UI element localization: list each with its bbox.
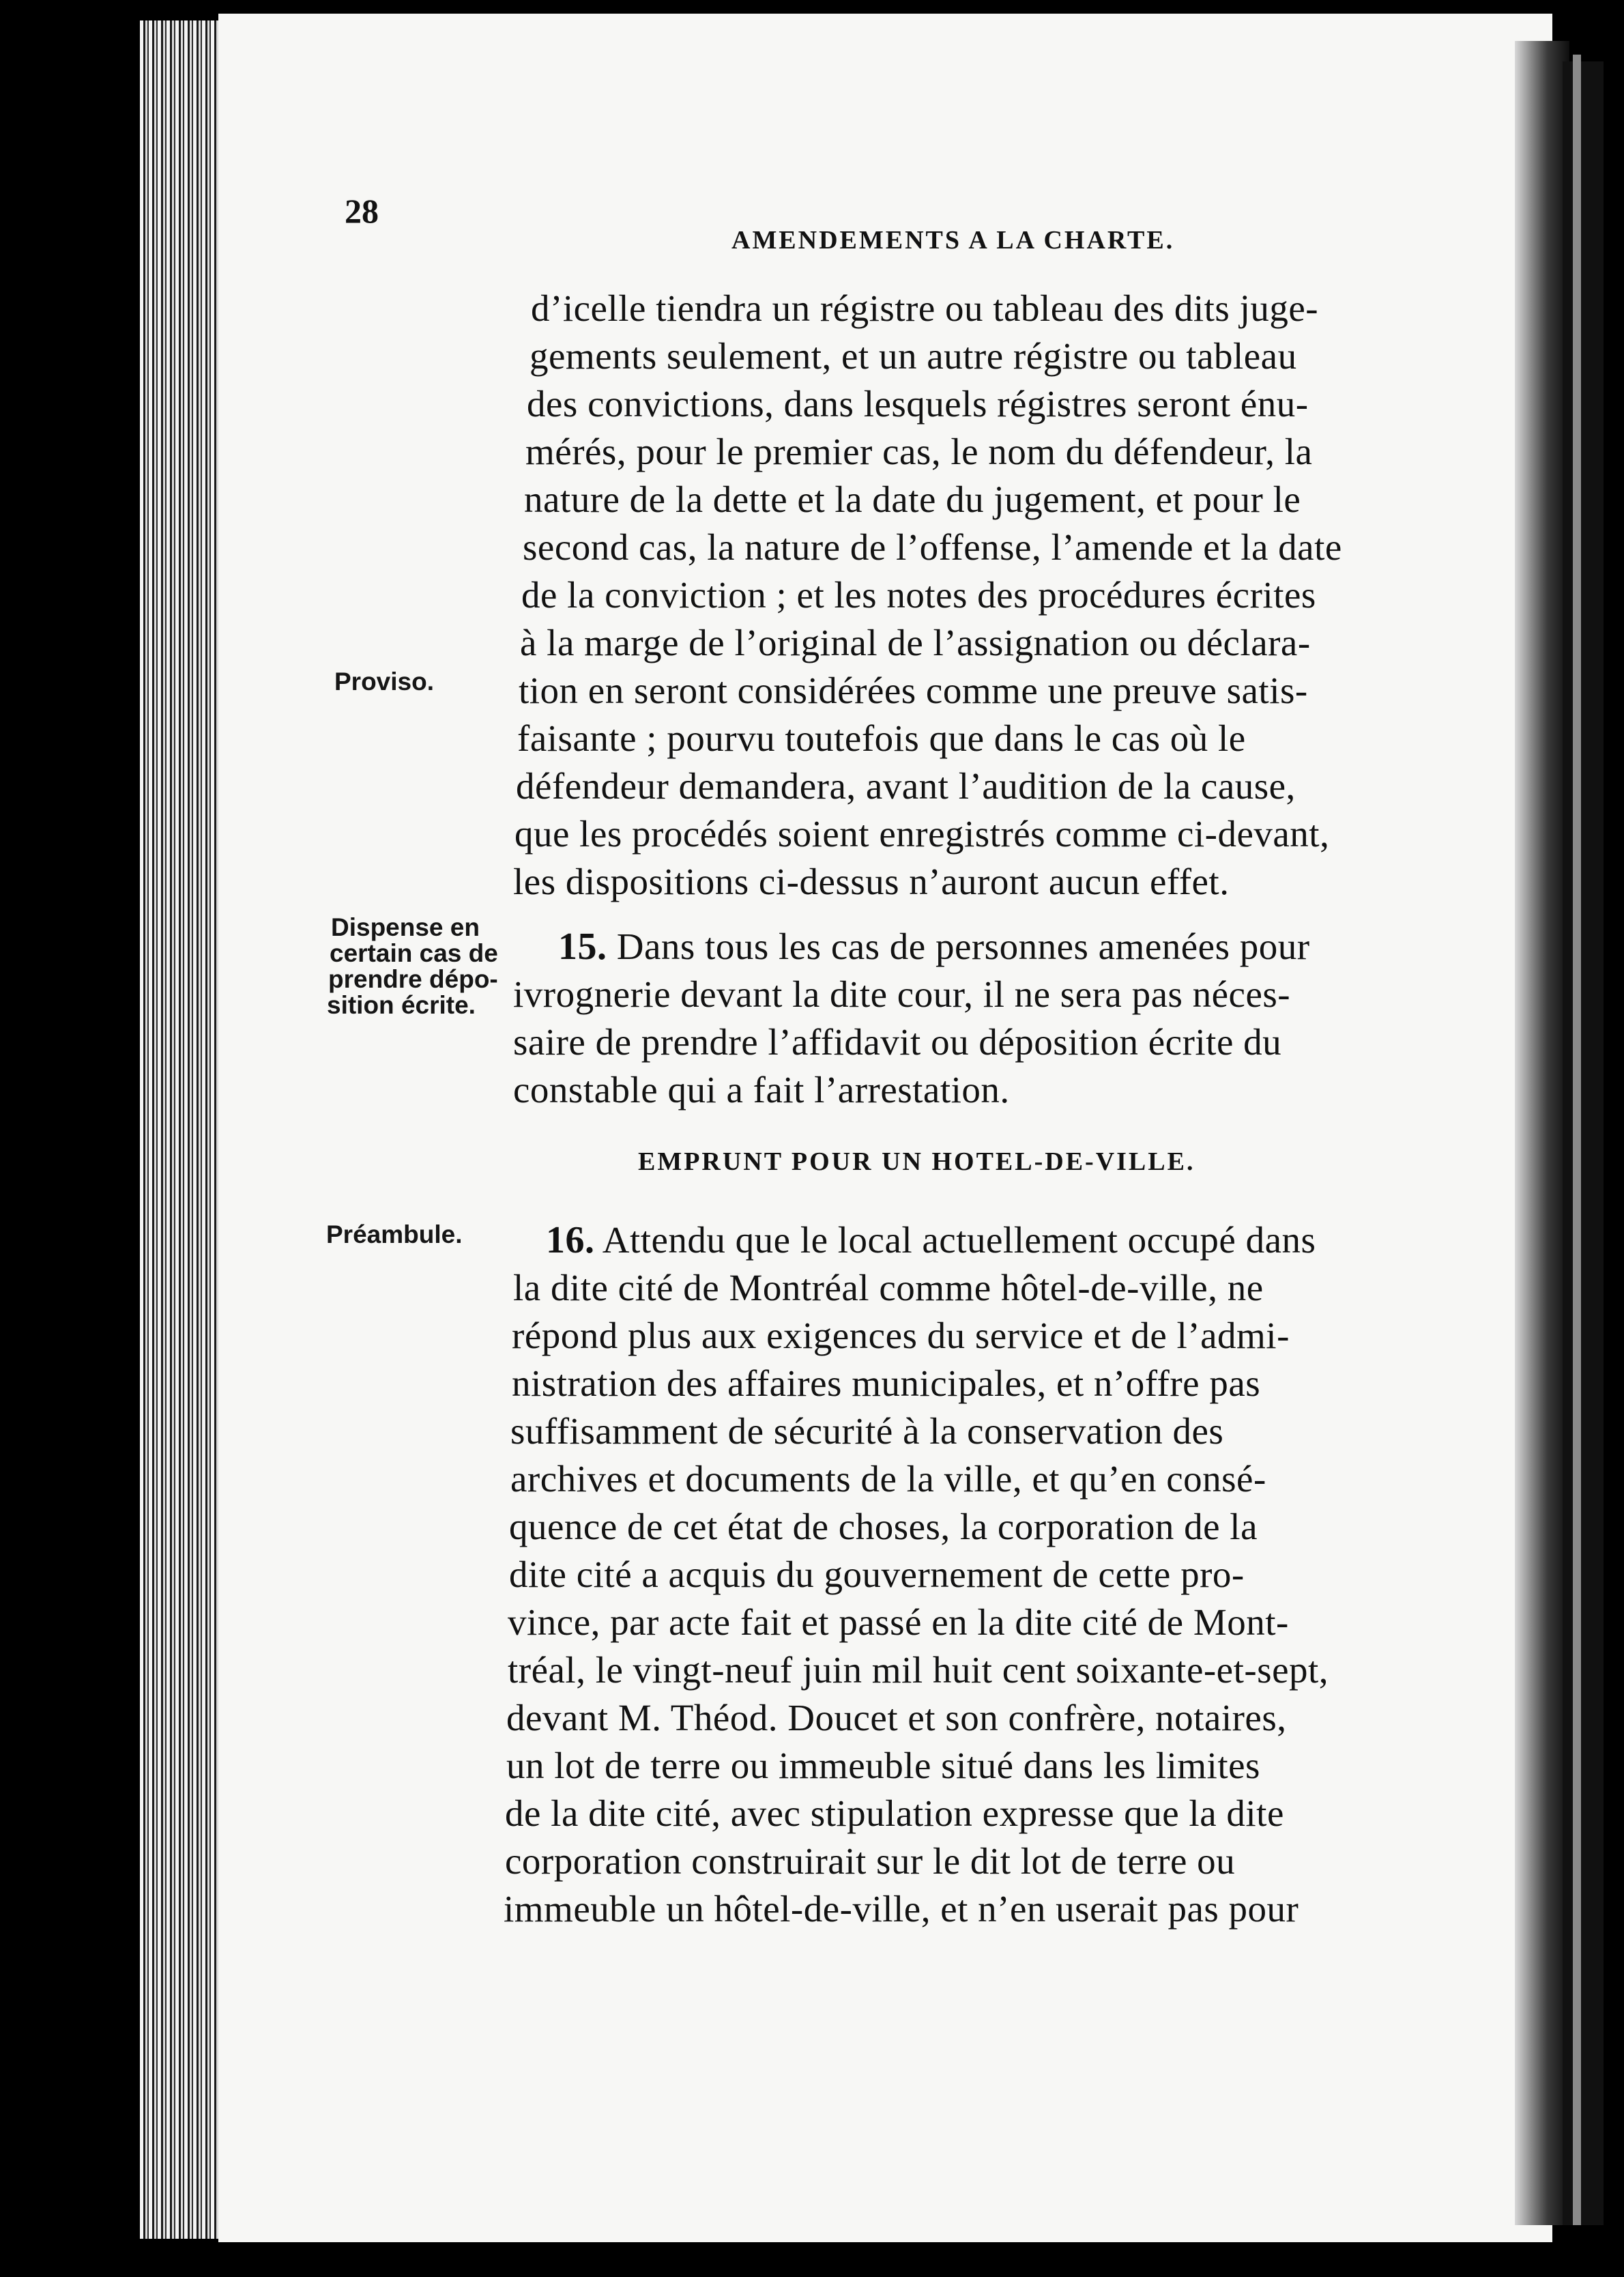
body-line: constable qui a fait l’arrestation.	[513, 1069, 1010, 1111]
gutter-shadow	[1515, 41, 1569, 2225]
body-line: un lot de terre ou immeuble situé dans les limites	[506, 1745, 1260, 1786]
margin-note-proviso: Proviso.	[334, 668, 434, 696]
body-line: répond plus aux exigences du service et de l’admi-	[512, 1315, 1290, 1356]
body-line: tion en seront considérées comme une preuve satis-	[519, 670, 1308, 711]
body-line: faisante ; pourvu toutefois que dans le cas où le	[517, 717, 1246, 759]
body-line: quence de cet état de choses, la corporation de la	[509, 1506, 1258, 1547]
section-16-first-line	[546, 1218, 1316, 1262]
margin-note-dispense: prendre dépo-	[328, 965, 498, 993]
body-line: corporation construirait sur le dit lot de terre ou	[505, 1840, 1236, 1882]
page-edges	[140, 20, 229, 2239]
section-number: 16.	[546, 1219, 595, 1261]
body-line: nature de la dette et la date du jugement, et pour le	[524, 478, 1301, 520]
body-line: archives et documents de la ville, et qu’en consé-	[510, 1458, 1266, 1500]
section-heading: EMPRUNT POUR UN HOTEL-DE-VILLE.	[638, 1147, 1195, 1176]
body-line: dite cité a acquis du gouvernement de cette pro-	[509, 1553, 1245, 1595]
body-line: à la marge de l’original de l’assignation ou déclara-	[520, 622, 1311, 663]
margin-note-dispense: Dispense en	[331, 913, 480, 941]
body-line: saire de prendre l’affidavit ou déposition écrite du	[513, 1021, 1282, 1063]
body-line: nistration des affaires municipales, et n’offre pas	[512, 1362, 1261, 1404]
body-line: d’icelle tiendra un régistre ou tableau des dits juge-	[531, 287, 1319, 329]
section-number: 15.	[558, 926, 607, 968]
body-line: des convictions, dans lesquels régistres seront énu-	[527, 383, 1309, 425]
book-cover-edge	[1563, 61, 1604, 2225]
margin-note-dispense: sition écrite.	[327, 991, 476, 1019]
running-title: AMENDEMENTS A LA CHARTE.	[731, 226, 1175, 255]
body-line: ivrognerie devant la dite cour, il ne sera pas néces-	[513, 973, 1291, 1015]
body-line: tréal, le vingt-neuf juin mil huit cent soixante-et-sept,	[508, 1649, 1329, 1691]
margin-note-preambule: Préambule.	[326, 1220, 463, 1248]
section-text: Attendu que le local actuellement occupé dans	[602, 1219, 1316, 1261]
body-line: gements seulement, et un autre régistre ou tableau	[530, 335, 1297, 377]
body-line: les dispositions ci-dessus n’auront aucun effet.	[513, 861, 1230, 902]
body-line: de la conviction ; et les notes des procédures écrites	[521, 574, 1316, 616]
next-page-edge	[1573, 55, 1581, 2225]
section-15-first-line	[558, 925, 1310, 969]
body-line: la dite cité de Montréal comme hôtel-de-ville, ne	[513, 1267, 1264, 1308]
body-line: devant M. Théod. Doucet et son confrère, notaires,	[506, 1697, 1287, 1738]
body-line: que les procédés soient enregistrés comme ci-devant,	[514, 813, 1330, 855]
body-line: immeuble un hôtel-de-ville, et n’en userait pas pour	[504, 1888, 1299, 1930]
section-text: Dans tous les cas de personnes amenées pour	[616, 926, 1310, 967]
page-number: 28	[345, 192, 379, 230]
body-line: suffisamment de sécurité à la conservation des	[510, 1410, 1224, 1452]
body-line: second cas, la nature de l’offense, l’amende et la date	[523, 526, 1342, 568]
body-line: défendeur demandera, avant l’audition de la cause,	[516, 765, 1296, 807]
body-line: vince, par acte fait et passé en la dite cité de Mont-	[508, 1601, 1289, 1643]
margin-note-dispense: certain cas de	[330, 939, 498, 967]
body-line: mérés, pour le premier cas, le nom du défendeur, la	[525, 431, 1313, 472]
body-line: de la dite cité, avec stipulation expresse que la dite	[505, 1792, 1284, 1834]
